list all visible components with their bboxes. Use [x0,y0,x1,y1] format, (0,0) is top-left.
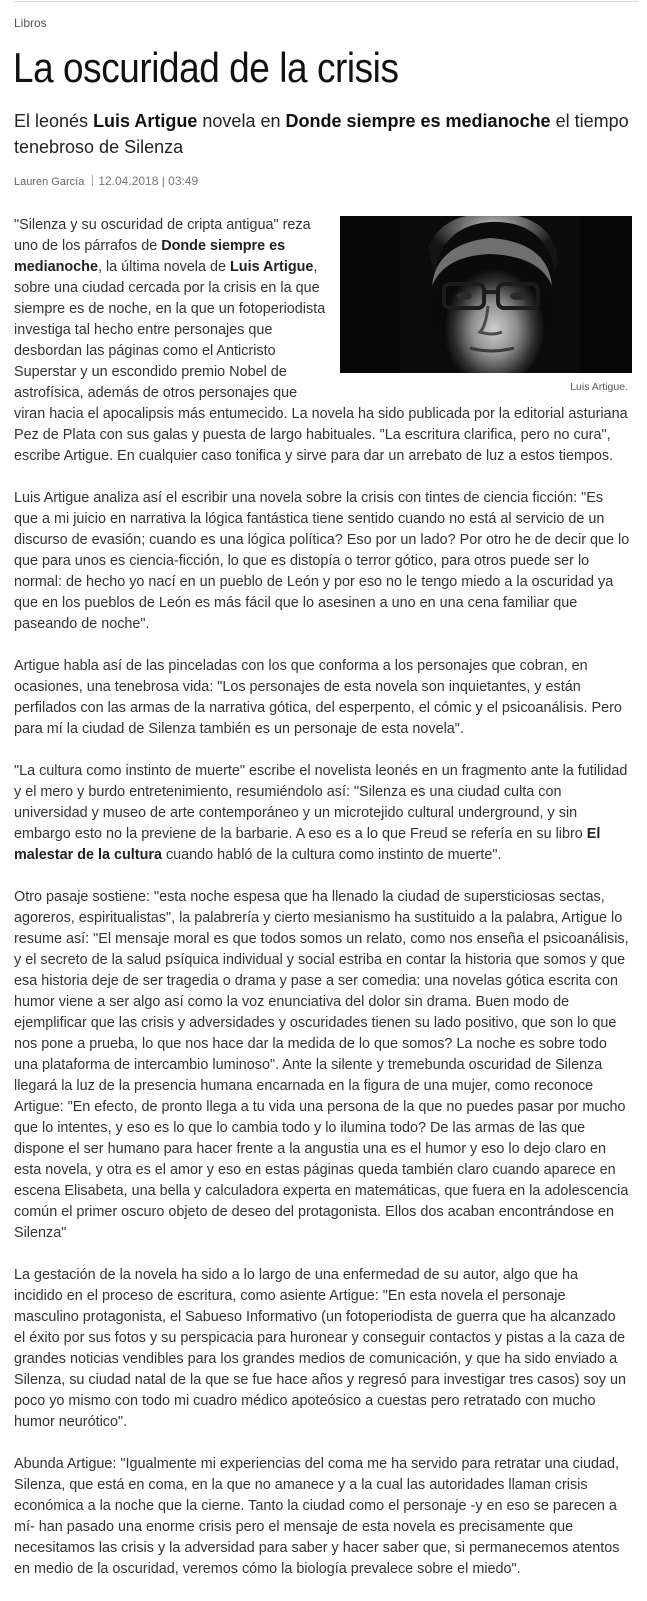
author-name-emphasis: Luis Artigue [229,259,314,275]
subhead-text: novela en [197,111,286,131]
article-headline: La oscuridad de la crisis [13,44,399,91]
author-name[interactable]: Lauren García [14,176,85,188]
paragraph-text: , la última novela de [97,259,230,275]
subhead-book-title: Donde siempre es medianoche [285,111,551,131]
article-paragraph: La gestación de la novela ha sido a lo largo de una enfermedad de su autor, algo que ha incidido en el proceso de escritura, como asiente Artigue: "En esta novela el personaje masculino protagonista, el Sabueso Informativo (un fotoperiodista de guerra que ha alcanzado el éxito por sus fotos y su perspicacia para huronear y conseguir contactos y pistas a la caza de grandes noticias vendibles para los grandes medios de comunicación, y que ha sido enviado a Silenza, su ciudad natal de la que se fue hace años y regresó para investigar tres casos) soy un poco yo mismo con todo mi cuadro médico apoteósico a cuestas pero retratado con mucho humor neurótico". [14,1267,626,1430]
section-label[interactable]: Libros [14,16,47,30]
paragraph-text: "La cultura como instinto de muerte" escribe el novelista leonés en un fragmento ante la futilidad y el mero y burdo entretenimiento, resumiéndolo así: "Silenza es una ciudad culta con universidad y museo de arte contemporáneo y un microtejido cultural underground, y sin embargo esto no la previene de la barbarie. A eso es a lo que Freud se refería en su libro [14,763,628,842]
article-subhead [14,108,634,160]
top-divider [14,1,639,2]
photo-caption: Luis Artigue. [570,381,628,393]
subhead-author-name: Luis Artigue [93,111,198,131]
byline-separator [92,175,93,186]
article-body [14,215,630,1601]
publish-date: 12.04.2018 | 03:49 [98,174,199,188]
paragraph-text: cuando habló de la cultura como instinto de muerte". [161,847,502,863]
article-paragraph: Otro pasaje sostiene: "esta noche espesa que ha llenado la ciudad de supersticiosas sectas, agoreros, espiritualistas", la palabrería y cierto mesianismo ha sustituido a la palabra, Artigue lo resume así: "El mensaje moral es que todos somos un relato, como nos enseña el psicoanálisis, y el secreto de la salud psíquica individual y social estriba en contar la historia que somos y que esa historia deje de ser tragedia o drama y pase a ser comedia: una novelas gótica escrita con humor viene a ser algo así como la voz enunciativa del dolor sin drama. Buen modo de ejemplificar que las crisis y adversidades y oscuridades tienen su lado positivo, que son lo que nos pone a prueba, lo que nos hace dar la medida de lo que somos? La noche es sobre todo una plataforma de intercambio luminoso". Ante la silente y tremebunda oscuridad de Silenza llegará la luz de la presencia humana encarnada en la figura de una mujer, como reconoce Artigue: "En efecto, de pronto llega a tu vida una persona de la que no puedes pasar por mucho que lo intentes, y eso es lo que lo cambia todo y lo ilumina todo? De las armas de las que dispone el ser humano para hacer frente a la angustia una es el humor y eso lo dejo claro en esta novela, y otra es el amor y eso en estas páginas queda también claro cuando aparece en escena Elisabeta, una bella y calculadora experta en matemáticas, que fuera en la adolescencia común el primer oscuro objeto de deseo del protagonista. Ellos dos acaban encontrándose en Silenza" [14,889,629,1241]
book-title-emphasis: Donde siempre es medianoche [14,238,286,275]
subhead-text: El leonés [14,111,94,131]
article-paragraph [14,761,630,866]
article-paragraph: Abunda Artigue: "Igualmente mi experiencias del coma me ha servido para retratar una ciudad, Silenza, que está en coma, en la que no amanece y a la cual las autoridades llaman crisis económica a la noche que la cierne. Tanto la ciudad como el personaje -y en eso se parecen a mí- han pasado una enorme crisis pero el mensaje de esta novela es precisamente que necesitamos las crisis y la adversidad para saber y hacer saber que, si permanecemos atentos en medio de la oscuridad, veremos cómo la biología prevalece sobre el miedo". [14,1456,620,1577]
byline [14,174,198,188]
subhead-text: el tiempo tenebroso de Silenza [14,111,629,157]
paragraph-text: "Silenza y su oscuridad de cripta antigua" reza uno de los párrafos de [14,217,311,254]
book-title-emphasis: El malestar de la cultura [14,826,601,863]
article-paragraph: Artigue habla así de las pinceladas con los que conforma a los personajes que cobran, en ocasiones, una tenebrosa vida: "Los personajes de esta novela son inquietantes, y están perfilados con las armas de la narrativa gótica, del esperpento, el cómic y el psicoanálisis. Pero para mí la ciudad de Silenza también es un personaje de esta novela". [14,658,622,737]
author-photo[interactable] [340,216,632,373]
paragraph-text: , sobre una ciudad cercada por la crisis en la que siempre es de noche, en la que un fotoperiodista investiga tal hecho entre personajes que desbordan las páginas como el Anticristo Superstar y un escondido premio Nobel de astrofísica, además de otros personajes que viran hacia el apocalipsis más entumecido. La novela ha sido publicada por la editorial asturiana Pez de Plata con sus galas y puesta de largo habituales. "La escritura clarifica, pero no cura", escribe Artigue. En cualquier caso tonifica y sirve para dar un arrebato de luz a estos tiempos. [14,259,628,464]
article-paragraph: Luis Artigue analiza así el escribir una novela sobre la crisis con tintes de ciencia ficción: "Es que a mi juicio en narrativa la lógica fantástica tiene sentido cuando no está al servicio de un discurso de evasión; cuando es una lógica política? Eso por un lado? Por otro he de decir que lo que para unos es ciencia-ficción, lo que es distopía o terror gótico, para otros puede ser lo normal: de hecho yo nací en un pueblo de León y por eso no le tengo miedo a la oscuridad ya que en los pueblos de León es más fácil que lo asesinen a uno en una cena familiar que paseando de noche". [14,490,630,632]
article-figure [340,216,632,398]
